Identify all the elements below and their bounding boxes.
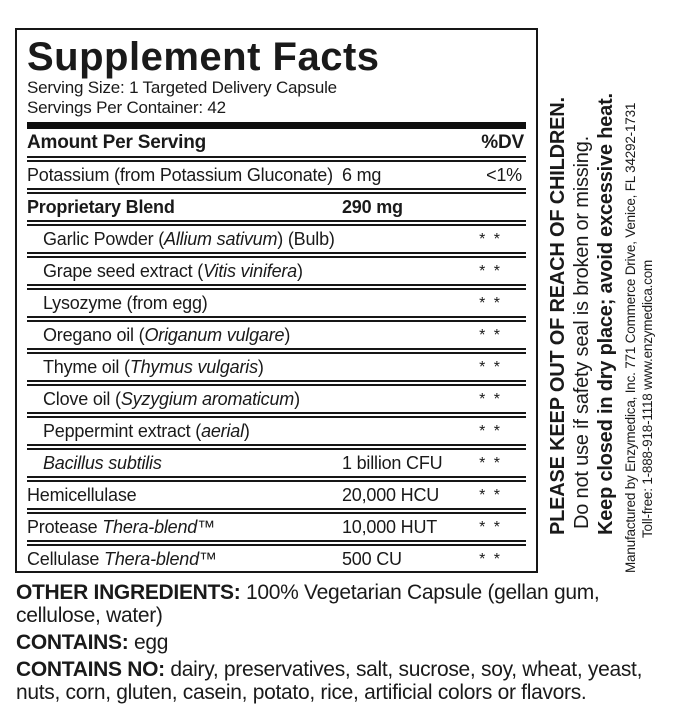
serving-size: Serving Size: 1 Targeted Delivery Capsule <box>27 78 337 97</box>
dv-asterisks: * * <box>479 455 502 472</box>
ingredient-name <box>27 357 268 378</box>
ingredient-name-part: Clove oil ( <box>43 389 121 409</box>
ingredient-amount: 1 billion CFU <box>342 453 443 473</box>
ingredient-name-part: Thyme oil ( <box>43 357 130 377</box>
dv-asterisks: * * <box>479 487 502 504</box>
ingredient-name <box>27 485 140 506</box>
side-warning-line: Toll-free: 1-888-918-1118 www.enzymedica.com <box>640 259 655 538</box>
ingredient-amount: 6 mg <box>342 165 382 185</box>
ingredient-name-part: ) <box>257 357 264 377</box>
ingredient-row <box>27 316 526 348</box>
ingredient-row <box>27 156 526 188</box>
ingredient-name-part: Garlic Powder ( <box>43 229 165 249</box>
paragraph-text-line: cellulose, water) <box>16 604 163 627</box>
ingredient-name-latin: Thymus vulgaris <box>129 357 258 377</box>
supplement-facts-panel <box>15 28 538 573</box>
paragraph-label: CONTAINS: <box>16 631 129 654</box>
panel-title: Supplement Facts <box>27 35 380 79</box>
side-warning-line: Do not use if safety seal is broken or missing. <box>571 135 593 529</box>
side-warnings-panel <box>546 25 686 573</box>
ingredient-amount: 20,000 HCU <box>342 485 440 505</box>
ingredient-name <box>27 293 212 314</box>
ingredient-row <box>27 412 526 444</box>
ingredient-name <box>27 421 254 442</box>
ingredient-name-part: Lysozyme (from egg) <box>43 293 208 313</box>
ingredient-name <box>27 229 339 250</box>
ingredient-name <box>27 197 179 218</box>
ingredient-row <box>27 380 526 412</box>
servings-per-container: Servings Per Container: 42 <box>27 98 226 117</box>
ingredient-paragraph <box>16 631 684 654</box>
dv-asterisks: * * <box>479 423 502 440</box>
ingredient-name-part: ) <box>296 261 303 281</box>
ingredient-row <box>27 508 526 540</box>
ingredient-name-part: Cellulase <box>27 549 105 569</box>
ingredient-name-latin: Origanum vulgare <box>144 325 285 345</box>
ingredient-paragraph <box>16 658 684 704</box>
ingredient-name-part: Hemicellulase <box>27 485 137 505</box>
other-ingredients-section <box>16 581 684 708</box>
ingredient-row <box>27 220 526 252</box>
paragraph-text: dairy, preservatives, salt, sucrose, soy, wheat, yeast, <box>164 658 643 681</box>
ingredient-row <box>27 284 526 316</box>
ingredient-name <box>27 453 166 474</box>
side-warnings-rotated <box>546 25 686 573</box>
ingredient-name-latin: Thera-blend™ <box>102 517 215 537</box>
dv-asterisks: * * <box>479 327 502 344</box>
ingredient-name-part: Peppermint extract ( <box>43 421 202 441</box>
thick-divider-top <box>27 122 526 129</box>
ingredient-name-latin: Bacillus subtilis <box>43 453 162 473</box>
ingredient-name-part: Protease <box>27 517 103 537</box>
ingredient-name <box>27 517 219 538</box>
amount-per-serving-label: Amount Per Serving <box>27 132 207 153</box>
percent-dv-label: %DV <box>481 132 524 153</box>
side-warning-line: Keep closed in dry place; avoid excessive heat. <box>595 93 617 535</box>
ingredient-name <box>27 389 304 410</box>
side-warning-line: PLEASE KEEP OUT OF REACH OF CHILDREN. <box>547 97 569 535</box>
dv-value: <1% <box>486 165 522 185</box>
ingredient-row <box>27 540 526 572</box>
dv-asterisks: * * <box>479 263 502 280</box>
thick-divider-bottom <box>27 572 526 573</box>
ingredient-row <box>27 188 526 220</box>
ingredient-name <box>27 549 221 570</box>
ingredient-name-part: ) <box>243 421 250 441</box>
ingredient-row <box>27 444 526 476</box>
ingredient-name-latin: Vitis vinifera <box>203 261 297 281</box>
ingredient-name-part: Potassium (from Potassium Gluconate) <box>27 165 333 185</box>
ingredient-name-latin: Syzygium aromaticum <box>120 389 295 409</box>
dv-asterisks: * * <box>479 295 502 312</box>
paragraph-label: CONTAINS NO: <box>16 658 165 681</box>
ingredient-name <box>27 165 337 186</box>
ingredient-amount: 10,000 HUT <box>342 517 438 537</box>
paragraph-text: egg <box>128 631 169 654</box>
dv-asterisks: * * <box>479 231 502 248</box>
paragraph-text-line: nuts, corn, gluten, casein, potato, rice, artificial colors or flavors. <box>16 681 587 704</box>
ingredient-name-latin: aerial <box>201 421 244 441</box>
dv-asterisks: * * <box>479 519 502 536</box>
side-warning-line: Manufactured by Enzymedica, Inc. 771 Commerce Drive, Venice, FL 34292-1731 <box>623 102 638 573</box>
ingredient-row <box>27 348 526 380</box>
ingredient-name-latin: Thera-blend™ <box>104 549 217 569</box>
ingredient-name-part: ) <box>284 325 291 345</box>
table-header-row <box>27 129 526 156</box>
ingredient-name-part: Grape seed extract ( <box>43 261 204 281</box>
ingredient-name-latin: Allium sativum <box>164 229 278 249</box>
ingredient-name-part: ) <box>294 389 300 409</box>
paragraph-label: OTHER INGREDIENTS: <box>16 581 241 604</box>
ingredient-paragraph <box>16 581 684 627</box>
ingredient-name-part: Proprietary Blend <box>27 197 175 217</box>
ingredient-row <box>27 476 526 508</box>
dv-asterisks: * * <box>479 551 502 568</box>
ingredient-name <box>27 325 294 346</box>
ingredient-row <box>27 252 526 284</box>
ingredient-name <box>27 261 307 282</box>
paragraph-text: 100% Vegetarian Capsule (gellan gum, <box>240 581 600 604</box>
ingredient-name-part: Oregano oil ( <box>43 325 145 345</box>
dv-asterisks: * * <box>479 391 502 408</box>
ingredient-name-part: ) (Bulb) <box>277 229 335 249</box>
dv-asterisks: * * <box>479 359 502 376</box>
ingredient-amount: 500 CU <box>342 549 402 569</box>
ingredient-rows <box>27 156 526 572</box>
ingredient-amount: 290 mg <box>342 197 403 217</box>
